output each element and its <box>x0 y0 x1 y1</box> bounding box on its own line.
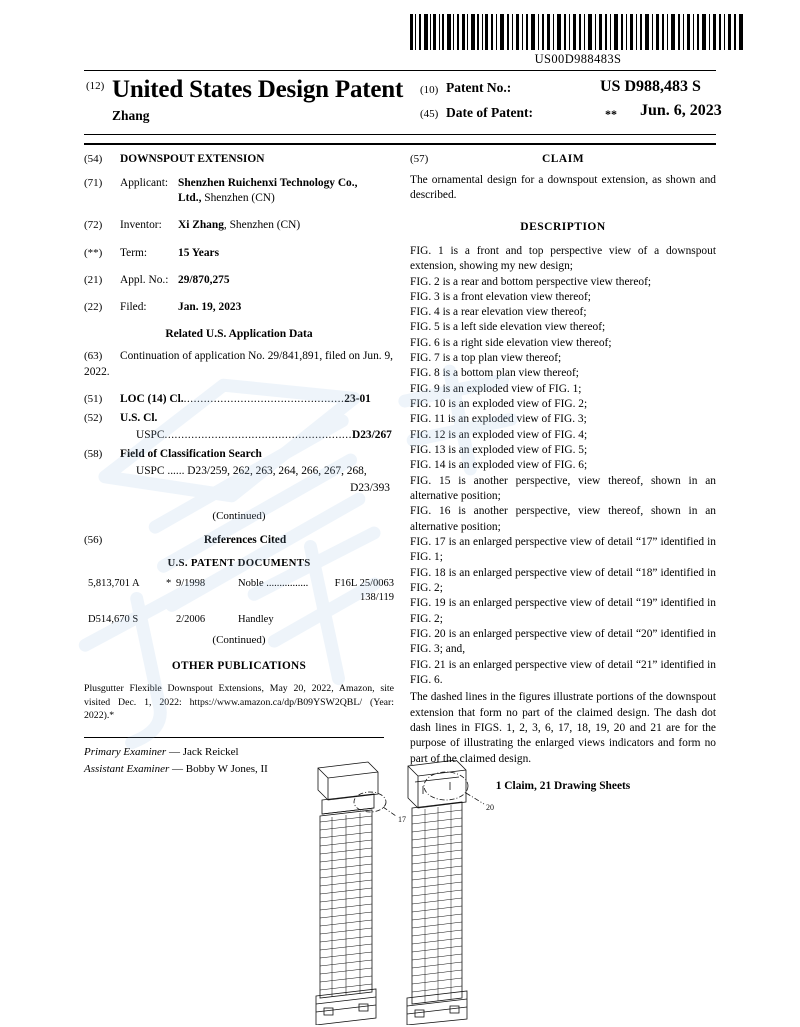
other-publications-header: OTHER PUBLICATIONS <box>171 660 307 673</box>
field-inventor-label: Inventor: <box>120 219 162 232</box>
field-appl-no-label: Appl. No.: <box>120 273 169 286</box>
figure-description: FIG. 13 is an exploded view of FIG. 5; <box>410 444 588 457</box>
ref-patno: D514,670 S <box>88 613 139 625</box>
ref-name: Noble <box>238 577 264 589</box>
examiner-divider <box>84 737 384 738</box>
patent-number-value: US D988,483 S <box>600 78 701 95</box>
references-cited-header: References Cited <box>203 534 287 547</box>
barcode-number: US00D988483S <box>534 52 622 66</box>
field-title <box>84 152 394 167</box>
other-publications-text: Plusgutter Flexible Downspout Extensions, May 20, 2022, Amazon, site visited Dec. 1, 2022: https://www.amazon.ca/dp/B09YSW2QBL/ (Year: 2022).* <box>84 683 394 722</box>
field-applicant-location: Shenzhen (CN) <box>201 192 275 205</box>
figure-description: FIG. 21 is an enlarged perspective view of detail “21” identified in FIG. 6. <box>410 658 716 687</box>
field-filed-value: Jan. 19, 2023 <box>178 300 242 313</box>
references-cited-code: (56) <box>84 534 103 547</box>
barcode-icon <box>408 14 748 50</box>
field-appl-no-code: (21) <box>84 273 103 286</box>
figure-description: FIG. 9 is an exploded view of FIG. 1; <box>410 382 582 395</box>
field-focs <box>84 447 394 462</box>
assistant-examiner-name: — Bobby W Jones, II <box>169 763 268 776</box>
table-row <box>88 613 394 627</box>
field-title-code: (54) <box>84 153 103 165</box>
field-applicant-label: Applicant: <box>120 177 169 190</box>
references-table <box>88 577 394 627</box>
divider-top <box>84 70 716 71</box>
figure-description: FIG. 11 is an exploded view of FIG. 3; <box>410 413 587 426</box>
ref-patno: 5,813,701 A <box>88 577 140 589</box>
figure-description: FIG. 8 is a bottom plan view thereof; <box>410 367 579 380</box>
primary-examiner-name: — Jack Reickel <box>166 745 239 758</box>
assistant-examiner-label: Assistant Examiner <box>84 763 170 776</box>
field-filed <box>84 300 394 315</box>
primary-examiner-label: Primary Examiner <box>84 745 167 758</box>
field-related-text: Continuation of application No. 29/841,891, filed on Jun. 9, 2022. <box>84 350 394 378</box>
field-appl-no-value: 29/870,275 <box>178 273 230 286</box>
patent-drawing <box>260 760 560 1025</box>
field-inventor <box>84 218 394 233</box>
figure-description: FIG. 4 is a rear elevation view thereof; <box>410 306 587 319</box>
figure-description: FIG. 7 is a top plan view thereof; <box>410 352 562 365</box>
ref-star <box>166 613 176 627</box>
field-inventor-code: (72) <box>84 219 103 232</box>
detail-label-20: 20 <box>486 803 494 812</box>
barcode-block <box>408 14 748 67</box>
field-term <box>84 246 394 261</box>
us-patent-documents-header: U.S. PATENT DOCUMENTS <box>167 557 311 570</box>
continued-marker-2: (Continued) <box>212 633 266 646</box>
ref-class-2: 138/119 <box>359 591 394 603</box>
ref-date: 2/2006 <box>176 613 206 625</box>
ref-name: Handley <box>238 613 274 625</box>
detail-label-17: 17 <box>398 815 406 824</box>
ref-dots: ................ <box>263 577 309 589</box>
figure-description: FIG. 10 is an exploded view of FIG. 2; <box>410 398 588 411</box>
figure-description: FIG. 1 is a front and top perspective view of a downspout extension, showing my new design; <box>410 244 716 273</box>
page-title: United States Design Patent <box>112 76 404 103</box>
field-term-value: 15 Years <box>178 246 220 259</box>
field-uspc <box>84 428 394 443</box>
claim-code: (57) <box>410 153 429 165</box>
field-focs-uspc: USPC <box>136 465 165 478</box>
field-loc-label: LOC (14) Cl. <box>120 392 184 405</box>
figure-description: FIG. 19 is an enlarged perspective view of detail “19” identified in FIG. 2; <box>410 597 716 625</box>
field-loc-value: 23-01 <box>344 392 371 405</box>
figure-description: FIG. 12 is an exploded view of FIG. 4; <box>410 428 588 441</box>
figure-description: FIG. 15 is another perspective, view thereof, shown in an alternative position; <box>410 474 716 503</box>
field-loc-dots: ................................................ <box>183 392 345 405</box>
primary-examiner <box>84 745 394 760</box>
patent-number-code: (10) <box>420 84 439 96</box>
field-term-label: Term: <box>120 246 148 259</box>
figure-description: FIG. 6 is a right side elevation view thereof; <box>410 336 612 349</box>
inventor-surname: Zhang <box>112 108 150 123</box>
field-focs-values <box>84 464 394 479</box>
figure-description: FIG. 14 is an exploded view of FIG. 6; <box>410 459 588 472</box>
field-us-cl-code: (52) <box>84 411 103 424</box>
claim-count: 1 Claim, 21 Drawing Sheets <box>495 780 631 792</box>
date-code: (45) <box>420 108 439 120</box>
field-term-code: (**) <box>84 246 103 259</box>
figure-description: FIG. 2 is a rear and bottom perspective view thereof; <box>410 275 652 288</box>
patent-number-label: Patent No.: <box>446 80 512 95</box>
ref-date: 9/1998 <box>176 577 206 589</box>
description-header: DESCRIPTION <box>520 220 606 233</box>
date-asterisk: ** <box>605 107 617 121</box>
field-related <box>84 349 394 379</box>
field-focs-value: D23/259, 262, 263, 264, 266, 267, 268, <box>187 465 367 478</box>
related-application-data-header: Related U.S. Application Data <box>165 328 313 341</box>
field-appl-no <box>84 273 394 288</box>
figure-description: FIG. 18 is an enlarged perspective view of detail “18” identified in FIG. 2; <box>410 566 716 595</box>
references-cited-block <box>84 533 394 548</box>
field-title-value: DOWNSPOUT EXTENSION <box>120 153 265 165</box>
left-column <box>84 152 394 780</box>
field-filed-label: Filed: <box>120 300 147 313</box>
field-focs-value2: D23/393 <box>350 482 390 495</box>
field-filed-code: (22) <box>84 300 103 313</box>
field-focs-dots: ...... <box>164 465 185 478</box>
claim-header: CLAIM <box>541 153 585 165</box>
field-inventor-name: Xi Zhang <box>178 219 224 232</box>
field-uspc-value: D23/267 <box>351 429 392 441</box>
field-uspc-label: USPC <box>136 429 165 441</box>
divider-middle <box>84 134 716 135</box>
ref-star: * <box>166 577 172 589</box>
field-related-code: (63) <box>84 350 103 363</box>
field-applicant-name: Shenzhen Ruichenxi Technology Co., Ltd., <box>178 177 358 205</box>
field-loc-code: (51) <box>84 392 103 405</box>
dashed-lines-note: The dashed lines in the figures illustrate portions of the downspout extension that form no part of the claimed design. The dash dot dash lines in FIGS. 1, 2, 3, 6, 17, 18, 19, 20 and 21 are for the purpose of illustrating the enlarged views indicators and form no part of the claimed design. <box>410 691 716 765</box>
figure-description: FIG. 3 is a front elevation view thereof; <box>410 290 591 303</box>
field-focs-code: (58) <box>84 448 103 461</box>
kind-code: (12) <box>86 80 105 92</box>
field-us-cl <box>84 411 394 426</box>
date-label: Date of Patent: <box>446 105 533 120</box>
figure-description: FIG. 5 is a left side elevation view thereof; <box>410 321 606 334</box>
figure-description: FIG. 17 is an enlarged perspective view of detail “17” identified in FIG. 1; <box>410 536 716 564</box>
field-applicant <box>84 176 394 206</box>
field-uspc-dots: ........................................................ <box>164 429 352 441</box>
field-us-cl-label: U.S. Cl. <box>120 411 158 424</box>
figure-description: FIG. 16 is another perspective, view thereof, shown in an alternative position; <box>410 505 716 533</box>
right-column <box>410 152 716 794</box>
continued-marker-1: (Continued) <box>212 509 266 522</box>
field-loc-class <box>84 392 394 407</box>
claim-text: The ornamental design for a downspout extension, as shown and described. <box>410 174 716 202</box>
figure-description: FIG. 20 is an enlarged perspective view of detail “20” identified in FIG. 3; and, <box>410 628 716 656</box>
field-inventor-location: , Shenzhen (CN) <box>223 219 301 232</box>
field-applicant-code: (71) <box>84 177 103 190</box>
date-value: Jun. 6, 2023 <box>640 102 722 119</box>
ref-class: F16L 25/0063 <box>334 577 394 589</box>
divider-bottom <box>84 143 716 145</box>
field-focs-label: Field of Classification Search <box>120 448 262 461</box>
table-row <box>88 577 394 605</box>
